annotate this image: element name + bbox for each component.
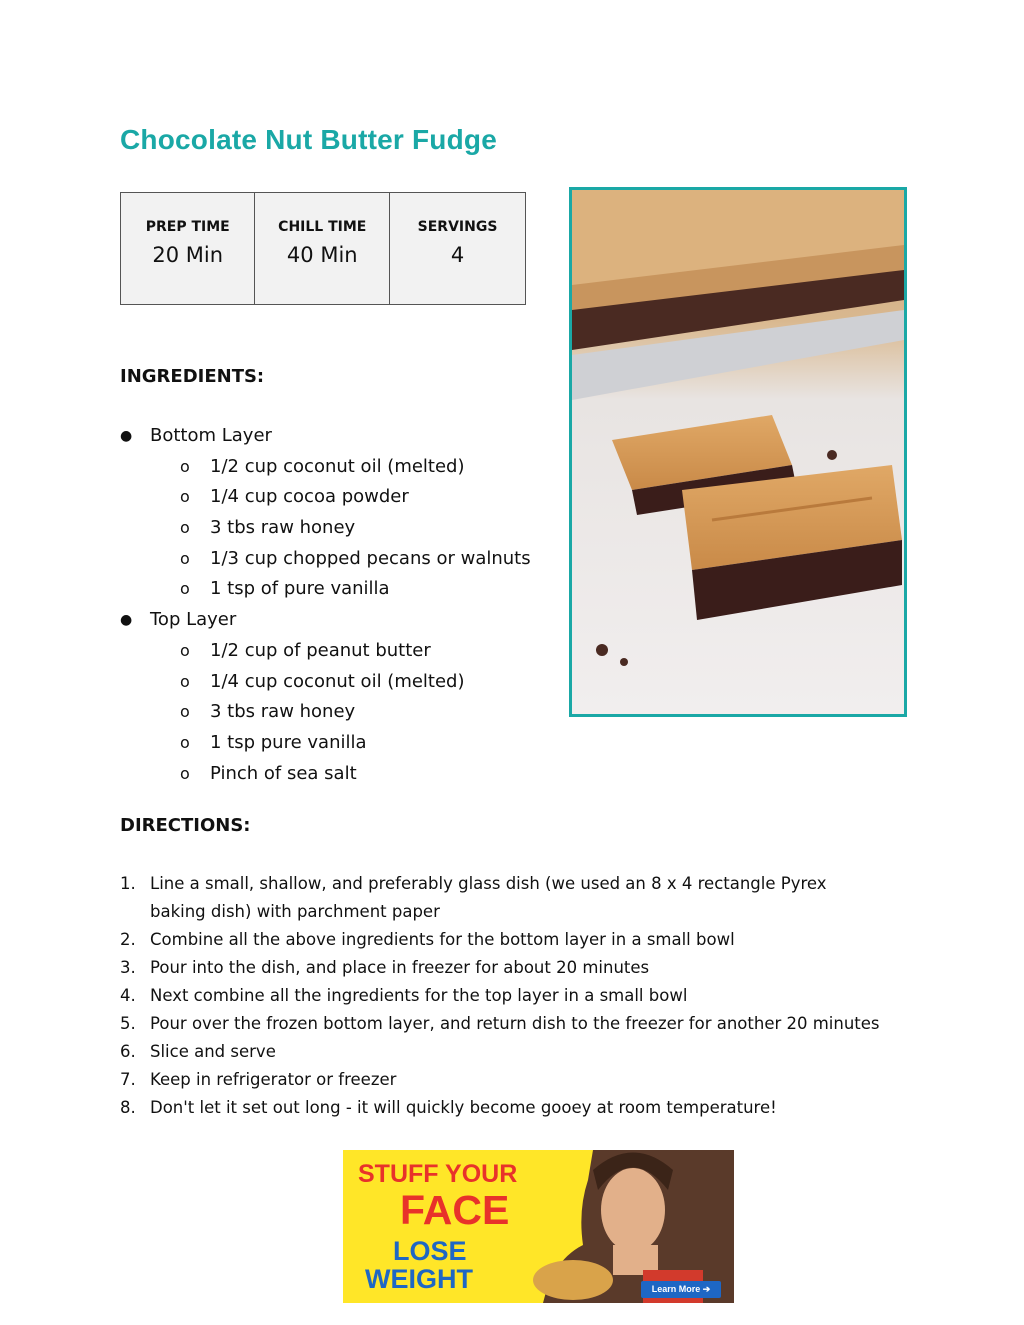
ad-line-2: FACE (400, 1187, 510, 1233)
direction-step (120, 1094, 880, 1122)
step-number: 8. (120, 1098, 136, 1117)
list-item (120, 728, 531, 759)
bullet-icon: ● (120, 428, 133, 444)
stat-value: 20 Min (152, 243, 224, 267)
direction-step (120, 1066, 880, 1094)
step-text: Line a small, shallow, and preferably glass dish (we used an 8 x 4 rectangle Pyrex baking dish) with parchment paper (150, 874, 827, 921)
step-text: Next combine all the ingredients for the top layer in a small bowl (150, 986, 688, 1005)
step-number: 2. (120, 930, 136, 949)
stat-label: SERVINGS (417, 219, 498, 235)
direction-step (120, 954, 880, 982)
ingredient-sublist (120, 452, 531, 605)
direction-step (120, 1010, 880, 1038)
ingredient-text: 1/4 cup cocoa powder (210, 486, 409, 508)
ingredient-sublist-container (120, 452, 531, 605)
step-number: 6. (120, 1042, 136, 1061)
ingredient-text: 1 tsp pure vanilla (210, 731, 367, 753)
ingredient-group-name: Top Layer (150, 609, 237, 631)
ad-line-3: LOSE (393, 1236, 467, 1266)
ingredients-heading: INGREDIENTS: (120, 366, 265, 387)
stat-label: PREP TIME (145, 219, 230, 235)
ingredient-text: 3 tbs raw honey (210, 517, 356, 539)
circle-bullet-icon: o (180, 456, 190, 476)
list-item (120, 667, 531, 698)
circle-bullet-icon: o (180, 640, 190, 660)
stat-value: 4 (450, 243, 465, 267)
circle-bullet-icon: o (180, 763, 190, 783)
ingredient-text: 3 tbs raw honey (210, 701, 356, 723)
ingredient-text: 1 tsp of pure vanilla (210, 578, 390, 600)
ad-line-1: STUFF YOUR (358, 1160, 518, 1188)
bullet-icon: ● (120, 612, 133, 629)
ingredient-group-name: Bottom Layer (150, 425, 272, 446)
circle-bullet-icon: o (180, 518, 190, 538)
directions-heading: DIRECTIONS: (120, 815, 251, 836)
stat-prep-time (121, 193, 255, 305)
list-item (120, 513, 531, 544)
circle-bullet-icon: o (180, 671, 190, 691)
direction-step (120, 870, 880, 926)
direction-step (120, 1038, 880, 1066)
ingredient-text: 1/4 cup coconut oil (melted) (210, 670, 465, 692)
ingredient-group (120, 605, 531, 636)
step-number: 3. (120, 958, 136, 977)
step-number: 7. (120, 1070, 136, 1089)
ingredients-list (120, 421, 531, 789)
step-text: Pour over the frozen bottom layer, and return dish to the freezer for another 20 minutes (150, 1014, 880, 1033)
list-item (120, 759, 531, 790)
circle-bullet-icon: o (180, 487, 190, 507)
recipe-stats-table (120, 192, 526, 305)
fudge-photo-illustration (572, 190, 904, 714)
circle-bullet-icon: o (180, 702, 190, 722)
list-item (120, 636, 531, 667)
ingredient-group (120, 421, 531, 452)
learn-more-button[interactable]: Learn More ➔ (641, 1281, 721, 1298)
step-number: 5. (120, 1014, 136, 1033)
recipe-title: Chocolate Nut Butter Fudge (120, 124, 497, 155)
stat-label: CHILL TIME (278, 219, 367, 235)
list-item (120, 697, 531, 728)
step-text: Keep in refrigerator or freezer (150, 1070, 397, 1089)
ingredient-sublist-container (120, 636, 531, 789)
step-text: Slice and serve (150, 1042, 276, 1061)
list-item (120, 452, 531, 483)
ingredient-text: Pinch of sea salt (210, 762, 357, 784)
directions-list (120, 870, 880, 1122)
list-item (120, 544, 531, 575)
direction-step (120, 982, 880, 1010)
stat-chill-time (255, 193, 390, 305)
stat-servings (390, 193, 526, 305)
step-text: Pour into the dish, and place in freezer for about 20 minutes (150, 958, 650, 977)
list-item (120, 574, 531, 605)
direction-step (120, 926, 880, 954)
step-number: 1. (120, 874, 136, 893)
ingredient-sublist (120, 636, 531, 789)
step-text: Combine all the above ingredients for the bottom layer in a small bowl (150, 930, 735, 949)
ingredient-text: 1/2 cup of peanut butter (210, 639, 431, 661)
circle-bullet-icon: o (180, 548, 190, 568)
ingredient-text: 1/2 cup coconut oil (melted) (210, 455, 465, 477)
circle-bullet-icon: o (180, 732, 190, 752)
stat-value: 40 Min (286, 243, 358, 267)
ingredient-text: 1/3 cup chopped pecans or walnuts (210, 547, 531, 569)
fudge-photo (569, 187, 907, 717)
advertisement-banner[interactable] (343, 1150, 734, 1303)
step-text: Don't let it set out long - it will quickly become gooey at room temperature! (150, 1098, 777, 1117)
circle-bullet-icon: o (180, 579, 190, 599)
list-item (120, 482, 531, 513)
ad-line-4: WEIGHT (365, 1264, 473, 1294)
step-number: 4. (120, 986, 136, 1005)
